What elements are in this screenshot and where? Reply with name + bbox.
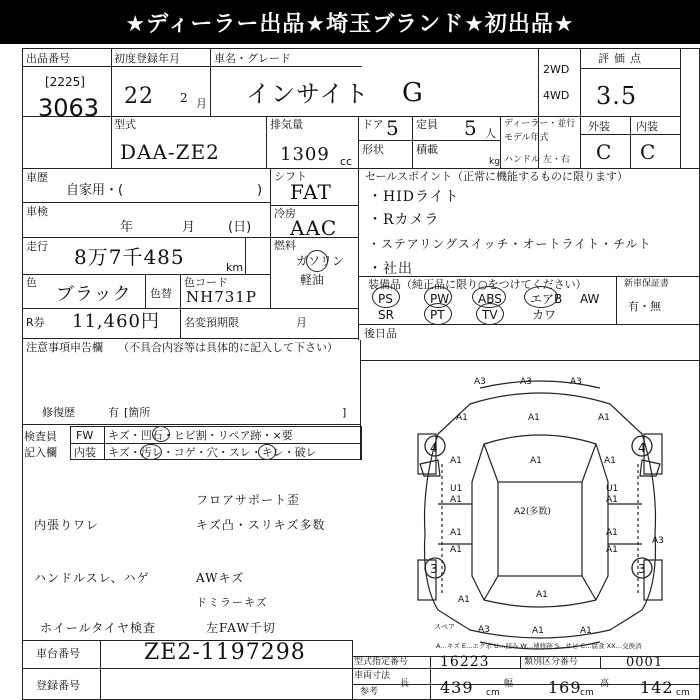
inspection-label: 車検	[26, 205, 48, 218]
mileage-unit: km	[226, 261, 244, 274]
name-change-label: 名変預期限	[184, 316, 239, 329]
class-label: 類別区分番号	[524, 657, 579, 667]
damage-mark: A1	[532, 626, 544, 636]
handnote-3: キズ凸・スリキズ多数	[196, 518, 326, 532]
height-label: 高	[600, 679, 610, 689]
sale-point-2: ・Rカメラ	[368, 212, 440, 228]
handnote-5: AWキズ	[196, 571, 245, 585]
damage-mark: A3	[478, 625, 490, 635]
history-label: 車歴	[26, 171, 48, 184]
inspector-dent-circle	[152, 426, 170, 442]
damage-mark: A2(多数)	[514, 507, 551, 517]
lot-label: 出品番号	[26, 52, 70, 65]
wheel-mark-fr: 4	[638, 441, 646, 455]
ac-value: AAC	[290, 216, 338, 240]
lot-code: [2225]	[45, 75, 85, 89]
damage-mark: A1	[530, 456, 542, 466]
width-value: 169	[548, 678, 582, 697]
inspector-label-2: 記入欄	[24, 446, 57, 459]
handnote-6: ドミラーキズ	[196, 596, 268, 609]
damage-mark: A1	[580, 626, 592, 636]
chassis-value: ZE2-1197298	[144, 640, 306, 665]
damage-mark: A3	[570, 377, 582, 387]
damage-mark: A1	[604, 456, 616, 466]
damage-mark: A1	[606, 528, 618, 538]
first-reg-month: 2	[180, 91, 189, 105]
damage-mark: A1	[536, 590, 548, 600]
equip-ps: PS	[378, 292, 393, 306]
spare-label: スペア	[434, 623, 455, 631]
damage-mark: A1	[450, 495, 462, 505]
name-change-month: 月	[296, 316, 307, 329]
handle-label: ハンドル 左・右	[504, 155, 570, 165]
equip-aw: AW	[580, 292, 600, 306]
sale-points-label: セールスポイント（正常に機能するものに限ります）	[365, 170, 629, 183]
fuel-label: 燃料	[274, 239, 296, 252]
handnote-7: ホイールタイヤ検査	[40, 621, 157, 635]
warranty-label: 新車保証書	[624, 279, 670, 289]
model-label: 型式	[114, 118, 136, 131]
mileage-label: 走行	[26, 240, 48, 253]
load-label: 積載	[416, 143, 438, 156]
fuel-gas: ガソリン	[296, 254, 345, 268]
equip-abs: ABS	[478, 292, 502, 306]
length-unit: cm	[486, 688, 500, 698]
capacity-value: 5	[464, 116, 478, 140]
damage-mark: A1	[456, 413, 468, 423]
score-label: 評価点	[598, 52, 646, 65]
color-label: 色	[26, 276, 37, 289]
inspector-interior: 内装	[74, 446, 96, 459]
inspector-row2: キズ・汚レ・コゲ・穴・スレ・キレ・破レ	[108, 446, 317, 459]
height-value: 142	[640, 678, 674, 697]
width-label: 幅	[504, 679, 514, 689]
type-no-value: 16223	[440, 654, 490, 670]
color-value: ブラック	[56, 284, 132, 305]
chassis-label: 車台番号	[36, 647, 80, 660]
model-year-label: モデル年式	[504, 133, 549, 143]
wheel-mark-rl: 3	[430, 562, 438, 576]
fuel-gas-circle	[306, 250, 328, 272]
first-reg-label: 初度登録年月	[114, 52, 180, 65]
height-unit: cm	[676, 688, 690, 698]
color-code: NH731P	[186, 288, 257, 306]
notes-hint: （不具合内容等は具体的に記入して下さい）	[118, 341, 338, 354]
damage-mark: A1	[606, 545, 618, 555]
equipment-label: 装備品（純正品に限り○をつけてください）	[368, 278, 587, 291]
equip-pt: PT	[430, 308, 445, 322]
history-value: 自家用・(	[66, 183, 124, 198]
handnote-2: 内張りワレ	[34, 518, 100, 532]
car-name-label: 車名・グレード	[214, 52, 291, 65]
inspector-row1: キズ・凹石・ヒビ割・リペア跡・×要	[108, 429, 293, 442]
car-grade: G	[402, 78, 424, 108]
recycle-label: R券	[26, 316, 45, 329]
score-value: 3.5	[596, 82, 638, 110]
car-name: インサイト	[246, 80, 370, 108]
repair-value: 有	[108, 406, 119, 419]
shift-label: シフト	[274, 170, 307, 183]
inspection-year: 年	[120, 220, 134, 235]
damage-mark: U1	[606, 484, 619, 494]
lot-number: 3063	[38, 94, 100, 122]
color-change-label: 色替	[150, 287, 172, 300]
equip-sr: SR	[378, 308, 394, 322]
repair-label: 修復歴	[42, 406, 75, 419]
history-close: )	[257, 183, 263, 198]
sale-point-4: ・社出	[368, 261, 413, 277]
notes-label: 注意事項申告欄	[26, 341, 103, 354]
size-ref-label: 参考	[360, 687, 379, 697]
damage-mark: A1	[528, 413, 540, 423]
sale-point-3: ・ステアリングスイッチ・オートライト・チルト	[368, 237, 652, 251]
load-unit: kg	[489, 157, 500, 167]
size-label: 車両寸法	[354, 671, 391, 681]
inspection-month: 月	[182, 220, 196, 235]
equip-airbag-circle	[524, 286, 558, 308]
inspector-label-1: 検査員	[24, 430, 57, 443]
damage-legend: A…キズ E…エクボ U…凹み W…補修跡 S…サビ C…腐食 XX…交換済	[436, 642, 642, 650]
wheel-mark-fl: 4	[430, 441, 438, 455]
exterior-value: C	[596, 140, 613, 164]
equip-pt-circle	[424, 303, 452, 325]
wheel-mark-rr: 3	[638, 562, 646, 576]
displacement-value: 1309	[280, 144, 330, 165]
damage-mark: U1	[450, 484, 463, 494]
interior-label: 内装	[636, 120, 658, 133]
doors-label: ドア	[362, 118, 384, 131]
ac-label: 冷房	[274, 207, 296, 220]
mileage-value: 8万7千485	[74, 245, 185, 269]
inspector-dirt-circle	[140, 444, 162, 460]
inspector-fw: FW	[76, 429, 94, 442]
exterior-label: 外装	[588, 120, 610, 133]
displacement-label: 排気量	[270, 118, 303, 131]
capacity-unit: 人	[485, 127, 496, 140]
equip-tv-circle	[476, 303, 504, 325]
doors-value: 5	[386, 116, 400, 140]
equip-tv: TV	[482, 308, 498, 322]
damage-mark: A1	[606, 495, 618, 505]
damage-mark: A1	[450, 456, 462, 466]
repair-close: ]	[342, 406, 347, 419]
interior-value: C	[640, 140, 657, 164]
damage-mark: A1	[450, 545, 462, 555]
shift-value: FAT	[290, 180, 332, 204]
damage-mark: A3	[474, 377, 486, 387]
damage-mark: A3	[520, 377, 532, 387]
repair-place: [箇所	[124, 406, 151, 419]
first-reg-year: 22	[124, 84, 154, 109]
inspection-day: (日)	[228, 220, 252, 235]
displacement-unit: cc	[340, 155, 353, 168]
equip-airbag: エアB	[530, 292, 563, 306]
first-reg-month-suffix: 月	[196, 97, 207, 110]
type-no-label: 型式指定番号	[354, 657, 409, 667]
model-value: DAA-ZE2	[120, 140, 220, 164]
warranty-value: 有・無	[628, 300, 661, 313]
later-label: 後日品	[364, 327, 397, 340]
sale-point-1: ・HIDライト	[368, 189, 460, 205]
length-value: 439	[440, 678, 474, 697]
length-label: 長	[400, 679, 410, 689]
equip-leather: カワ	[532, 308, 557, 322]
damage-mark: A1	[598, 413, 610, 423]
shape-label: 形状	[362, 143, 384, 156]
drive-2wd: 2WD	[543, 63, 570, 76]
class-value: 0001	[626, 655, 664, 670]
dealer-label: ディーラー・並行	[504, 119, 576, 129]
damage-mark: A3	[652, 536, 664, 546]
color-code-label: 色コード	[184, 276, 228, 289]
handnote-8: 左FAW千切	[206, 621, 276, 635]
fuel-light-oil: 軽油	[300, 273, 325, 287]
capacity-label: 定員	[416, 118, 438, 131]
registration-label: 登録番号	[36, 679, 80, 692]
handnote-4: ハンドルスレ、ハゲ	[34, 571, 150, 585]
damage-mark: A1	[450, 528, 462, 538]
handnote-1: フロアサポート歪	[196, 493, 301, 507]
equip-ps-circle	[372, 286, 400, 308]
width-unit: cm	[580, 688, 594, 698]
equip-pw: PW	[430, 292, 450, 306]
banner-title: ★ディーラー出品★埼玉ブランド★初出品★	[0, 0, 700, 44]
inspector-scuff-circle	[258, 444, 276, 460]
recycle-value: 11,460円	[72, 311, 160, 332]
drive-4wd: 4WD	[543, 89, 570, 102]
damage-mark: A1	[458, 595, 470, 605]
